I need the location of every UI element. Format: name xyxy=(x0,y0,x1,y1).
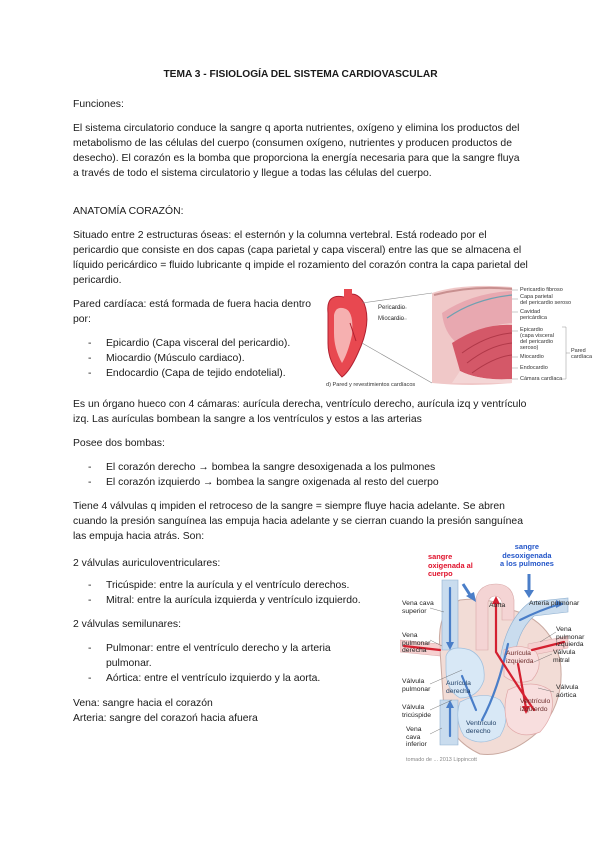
av-heading: 2 válvulas auriculoventriculares: xyxy=(73,558,221,569)
label-auricula-derecha: Aurícula derecha xyxy=(446,680,471,695)
pared-list xyxy=(73,336,333,381)
list-item: - Mitral: entre la aurícula izquierda y ventrículo izquierdo. xyxy=(73,593,403,608)
label-valvula-tricuspide: Válvula tricúspide xyxy=(402,704,432,719)
heart-wall-figure xyxy=(322,283,597,393)
semi-list xyxy=(73,641,353,686)
bombas-heading: Posee dos bombas: xyxy=(73,438,165,449)
vena-line: Vena: sangre hacia el corazón xyxy=(73,698,213,709)
label-valvula-aortica: Válvula aórtica xyxy=(556,684,579,699)
label-ventriculo-derecho: Ventrículo derecho xyxy=(466,720,497,735)
list-item: - Endocardio (Capa de tejido endotelial). xyxy=(73,366,333,381)
situado-paragraph: Situado entre 2 estructuras óseas: el esternón y la columna vertebral. Está rodeado por el pericardio que consiste en dos capas (capa parietal y capa visceral) entre las que se almacena el líquido pericárdico = fluido lubricante q impide el rozamiento del corazón contra la capa parietal del pericardio. xyxy=(73,230,528,286)
label-endocardio: Endocardio xyxy=(520,365,548,371)
label-vena-cava-inferior: Vena cava inferior xyxy=(406,726,427,748)
figure-footer: tomado de ... 2013 Lippincott xyxy=(406,757,477,763)
av-list xyxy=(73,578,403,608)
annotation-deoxygenated: sangre desoxigenada a los pulmones xyxy=(500,542,554,568)
list-item: - El corazón derecho → bombea la sangre desoxigenada a los pulmones xyxy=(73,460,528,475)
label-arteria-pulmonar: Arteria pulmonar xyxy=(529,600,580,607)
page-title: TEMA 3 - FISIOLOGÍA DEL SISTEMA CARDIOVASCULAR xyxy=(163,69,438,80)
label-ventriculo-izquierdo: Ventrículo izquierdo xyxy=(520,698,551,713)
list-item: - El corazón izquierdo → bombea la sangre oxigenada al resto del cuerpo xyxy=(73,475,528,490)
label-valvula-pulmonar: Válvula pulmonar xyxy=(402,678,431,693)
anatomia-heading: ANATOMÍA CORAZÓN: xyxy=(73,206,184,217)
heart-diagram-figure xyxy=(400,540,590,766)
label-vena-pulmonar-derecha: Vena pulmonar derecha xyxy=(402,632,431,654)
label-valvula-mitral: Válvula mitral xyxy=(553,649,576,664)
label-pericardio: Pericardio xyxy=(378,305,406,311)
figure-caption: d) Pared y revestimientos cardíacos xyxy=(326,382,416,388)
list-item: - Epicardio (Capa visceral del pericardio). xyxy=(73,336,333,351)
funciones-heading: Funciones: xyxy=(73,99,124,110)
list-item: - Tricúspide: entre la aurícula y el ventrículo derechos. xyxy=(73,578,403,593)
label-vena-cava-superior: Vena cava superior xyxy=(402,600,434,615)
label-epicardio: Epicardio (capa visceral del pericardio seroso) xyxy=(520,327,554,351)
bombas-list xyxy=(73,460,528,490)
label-capa-parietal: Capa parietal del pericardio seroso xyxy=(520,294,572,306)
semi-heading: 2 válvulas semilunares: xyxy=(73,619,181,630)
label-camara-cardiaca: Cámara cardíaca xyxy=(520,376,563,382)
label-pericardio-fibroso: Pericardio fibroso xyxy=(520,287,563,293)
label-vena-pulmonar-izquierda: Vena pulmonar izquierda xyxy=(556,626,585,648)
label-miocardio: Miocardio xyxy=(378,316,405,322)
organo-paragraph: Es un órgano hueco con 4 cámaras: aurícula derecha, ventrículo derecho, aurícula izq y ventrículo izq. Las aurículas bombean la sangre a los ventrículos y estos a las arterias xyxy=(73,399,527,425)
label-aorta: Aorta xyxy=(489,602,506,609)
list-item: - Aórtica: entre el ventrículo izquierdo y la aorta. xyxy=(73,671,353,686)
annotation-oxygenated: sangre oxigenada al cuerpo xyxy=(428,552,473,578)
list-item: - Pulmonar: entre el ventrículo derecho y la arteria pulmonar. xyxy=(73,641,353,671)
pared-paragraph: Pared cardíaca: está formada de fuera hacia dentro por: xyxy=(73,299,311,325)
arteria-line: Arteria: sangre del corazoń hacia afuera xyxy=(73,713,258,724)
label-cavidad-pericardica: Cavidad pericárdica xyxy=(520,309,547,321)
label-pared-cardiaca: Pared cardíaca xyxy=(571,348,593,360)
valvulas-paragraph: Tiene 4 válvulas q impiden el retroceso de la sangre = siempre fluye hacia adelante. Se abren cuando la presión sanguínea las empuja hacia adelante y se cierran cuando la presión sanguínea las empuja hacia atrás. Son: xyxy=(73,501,523,542)
list-item: - Miocardio (Músculo cardiaco). xyxy=(73,351,333,366)
label-miocardio-wall: Miocardio xyxy=(520,354,544,360)
funciones-paragraph: El sistema circulatorio conduce la sangre q aporta nutrientes, oxígeno y elimina los productos del metabolismo de las células del cuerpo (consumen oxígeno, nutrientes y producen productos de desecho). El corazón es la bomba que proporciona la energía necesaria para que la sangre fluya a través de todo el sistema circulatorio y llegue a todas las células del cuerpo. xyxy=(73,123,520,179)
label-auricula-izquierda: Aurícula izquierda xyxy=(506,650,534,665)
